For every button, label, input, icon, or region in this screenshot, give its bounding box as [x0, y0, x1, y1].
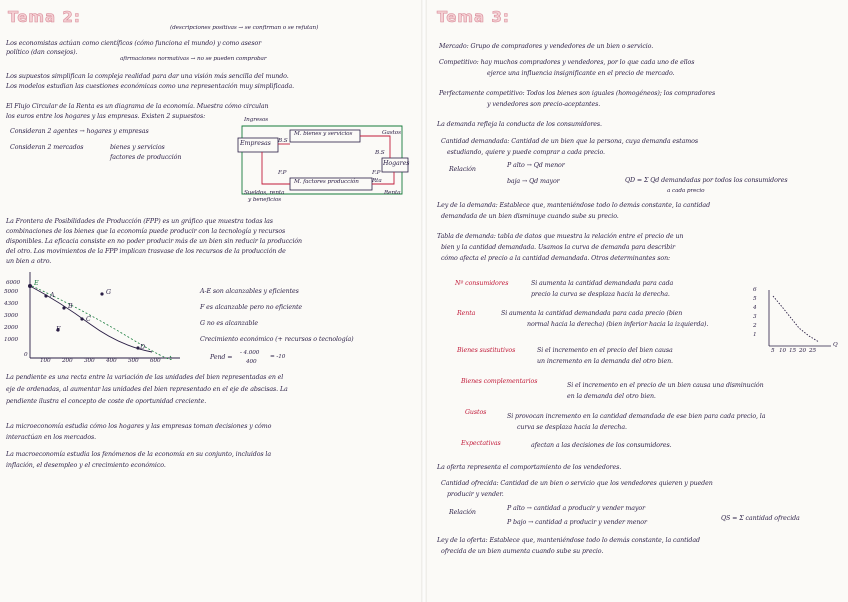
text-line: ofrecida de un bien aumenta cuando sube su precio.: [441, 548, 604, 555]
text-line: eje de ordenadas, al aumentar las unidades del bien representado en el eje de abscisas. La: [6, 386, 288, 393]
text-line: ejerce una influencia insignificante en el precio de mercado.: [487, 70, 675, 77]
text-line: Cantidad ofrecida: Cantidad de un bien o servicio que los vendedores quieren y pueden: [441, 480, 713, 487]
ppf-y-tick: 5000: [4, 289, 19, 295]
determinant-label: Expectativas: [461, 440, 501, 447]
text-line: inflación, el desempleo y el crecimiento económico.: [6, 462, 166, 469]
text-line: del otro. Los movimientos de la FPP implican trasvase de los recursos de la producción de: [6, 248, 286, 255]
text-line: demandada de un bien disminuye cuando sube su precio.: [441, 213, 619, 220]
flow-label: Gastos: [382, 130, 401, 136]
text-line: La demanda refleja la conducta de los consumidores.: [437, 121, 602, 128]
flow-label: F.P: [278, 170, 287, 176]
text-line: Si aumenta la cantidad demandada para cada: [531, 280, 674, 287]
ppf-y-tick: 4300: [4, 301, 19, 307]
text-line: interactúan en los mercados.: [6, 434, 97, 441]
text-line: factores de producción: [110, 154, 182, 161]
flow-node: M. bienes y servicios: [294, 131, 353, 137]
slope-denominator: 400: [246, 359, 257, 365]
ppf-x-tick: 600: [150, 358, 161, 364]
ppf-legend: Crecimiento económico (+ recursos o tecnología): [200, 336, 354, 343]
text-line: La macroeconomía estudia los fenómenos de la economía en su conjunto, incluidos la: [6, 451, 271, 458]
demand-y-tick: 3: [753, 314, 757, 320]
text-line: P bajo → cantidad a producir y vender menor: [507, 519, 647, 526]
slope-numerator: - 4.000: [240, 350, 260, 356]
text-line: Los economistas actúan como científicos (cómo funciona el mundo) y como asesor: [6, 40, 262, 47]
text-line: Si provocan incremento en la cantidad demandada de ese bien para cada precio, la: [507, 413, 766, 420]
ppf-chart: [20, 272, 190, 367]
ppf-point-label: E: [34, 280, 39, 287]
demand-curve-chart: [761, 290, 831, 350]
demand-x-tick: 10: [779, 348, 787, 354]
text-line: La pendiente es una recta entre la variación de las unidades del bien representadas en el: [6, 374, 284, 381]
text-line: combinaciones de los bienes que la economía puede producir con la tecnología y recursos: [6, 228, 286, 235]
flow-label: Rta: [372, 178, 382, 184]
text-line: Ley de la oferta: Establece que, manteniéndose todo lo demás constante, la cantidad: [437, 537, 700, 544]
ppf-legend: A-E son alcanzables y eficientes: [200, 288, 299, 295]
flow-label: y beneficios: [248, 197, 282, 203]
flow-label: Ingresos: [244, 117, 269, 123]
demand-axis-label: Q: [833, 342, 838, 348]
text-line: cómo afecta el precio a la cantidad demandada. Otros determinantes son:: [441, 255, 671, 262]
determinant-label: Bienes complementarios: [461, 378, 538, 385]
ppf-x-tick: 500: [128, 358, 139, 364]
flow-node: Empresas: [240, 140, 271, 147]
text-line: Si el incremento en el precio del bien causa: [537, 347, 673, 354]
text-line: Consideran 2 agentes → hogares y empresas: [10, 128, 149, 135]
demand-y-tick: 6: [753, 287, 757, 293]
ppf-point-label: G: [106, 289, 111, 296]
ppf-point-label: F: [56, 326, 61, 333]
left-page: [0, 0, 421, 602]
text-line: P alto → cantidad a producir y vender mayor: [507, 505, 645, 512]
text-line: Competitivo: hay muchos compradores y vendedores, por lo que cada uno de ellos: [439, 59, 695, 66]
text-line: Relación: [449, 509, 476, 516]
text-line: Los supuestos simplifican la compleja realidad para dar una visión más sencilla del mundo.: [6, 73, 289, 80]
demand-y-tick: 2: [753, 323, 757, 329]
text-line: QD = Σ Qd demandadas por todos los consumidores: [625, 177, 788, 184]
page-title: Tema 3:: [437, 8, 510, 26]
text-line: Los modelos estudian las cuestiones económicas como una representación muy simplificada.: [6, 83, 295, 90]
text-line: El Flujo Circular de la Renta es un diagrama de la economía. Muestra cómo circulan: [6, 103, 269, 110]
text-line: producir y vender.: [447, 491, 504, 498]
ppf-point-label: B: [68, 303, 73, 310]
text-line: Consideran 2 mercados: [10, 144, 84, 151]
flow-label: Sueldos, renta: [244, 190, 285, 196]
demand-x-tick: 20: [799, 348, 807, 354]
flow-node: M. factores producción: [294, 179, 359, 185]
text-line: Si el incremento en el precio de un bien causa una disminución: [567, 382, 764, 389]
text-line: en la demanda del otro bien.: [567, 393, 656, 400]
text-line: bien y la cantidad demandada. Usamos la curva de demanda para describir: [441, 244, 676, 251]
ppf-y-tick: 1000: [4, 337, 19, 343]
ppf-y-tick: 2000: [4, 325, 19, 331]
text-line: Si aumenta la cantidad demandada para cada precio (bien: [501, 310, 683, 317]
ppf-x-tick: 100: [40, 358, 51, 364]
text-line: Cantidad demandada: Cantidad de un bien que la persona, cuya demanda estamos: [441, 138, 698, 145]
determinant-label: Bienes sustitutivos: [457, 347, 516, 354]
ppf-y-tick: 3000: [4, 313, 19, 319]
slope-label: Pend =: [210, 354, 233, 361]
flow-node: Hogares: [383, 160, 410, 167]
text-line: un bien a otro.: [6, 258, 52, 265]
flow-label: B.S: [278, 138, 288, 144]
text-line: bienes y servicios: [110, 144, 165, 151]
text-line: pendiente ilustra el concepto de coste de oportunidad creciente.: [6, 398, 207, 405]
ppf-legend: G no es alcanzable: [200, 320, 258, 327]
text-line: estudiando, quiere y puede comprar a cada precio.: [447, 149, 605, 156]
demand-y-tick: 1: [753, 332, 757, 338]
text-line: La oferta representa el comportamiento de los vendedores.: [437, 464, 622, 471]
ppf-legend: F es alcanzable pero no eficiente: [200, 304, 303, 311]
ppf-x-tick: 400: [106, 358, 117, 364]
text-line: Ley de la demanda: Establece que, manteniéndose todo lo demás constante, la cantidad: [437, 202, 711, 209]
title-note: (descripciones positivas → se confirman o se refutan): [170, 25, 319, 31]
ppf-x-tick: 200: [62, 358, 73, 364]
text-line: Perfectamente competitivo: Todos los bienes son iguales (homogéneos); los compradores: [439, 90, 716, 97]
ppf-point-label: A: [50, 292, 55, 299]
text-line: precio la curva se desplaza hacia la derecha.: [531, 291, 670, 298]
flow-label: Renta: [384, 190, 401, 196]
text-line: Relación: [449, 166, 476, 173]
ppf-y-tick: 6000: [6, 280, 21, 286]
determinant-label: Renta: [457, 310, 476, 317]
determinant-label: Nº consumidores: [455, 280, 509, 287]
text-line: La Frontera de Posibilidades de Producción (FPP) es un gráfico que muestra todas las: [6, 218, 273, 225]
text-line: QS = Σ cantidad ofrecida: [721, 515, 800, 522]
page-title: Tema 2:: [8, 8, 81, 26]
text-line: normal hacia la derecha) (bien inferior hacia la izquierda).: [527, 321, 709, 328]
flow-label: F.P: [372, 170, 381, 176]
demand-y-tick: 5: [753, 296, 757, 302]
text-line: a cada precio: [667, 188, 705, 194]
demand-x-tick: 15: [789, 348, 797, 354]
text-line: un incremento en la demanda del otro bien.: [537, 358, 673, 365]
ppf-origin: 0: [24, 352, 28, 358]
text-line: P alto → Qd menor: [507, 162, 565, 169]
text-line: Tabla de demanda: tabla de datos que muestra la relación entre el precio de un: [437, 233, 684, 240]
text-line: baja → Qd mayor: [507, 178, 560, 185]
text-line: disponibles. La eficacia consiste en no poder producir más de un bien sin reducir la producción: [6, 238, 302, 245]
ppf-x-tick: 300: [84, 358, 95, 364]
flow-label: B.S: [375, 150, 385, 156]
text-line: curva se desplaza hacia la derecha.: [517, 424, 627, 431]
demand-y-tick: 4: [753, 305, 757, 311]
text-line: Mercado: Grupo de compradores y vendedores de un bien o servicio.: [439, 43, 654, 50]
text-line: los euros entre los hogares y las empresas. Existen 2 supuestos:: [6, 113, 206, 120]
text-line: y vendedores son precio-aceptantes.: [487, 101, 601, 108]
slope-result: = -10: [270, 354, 286, 360]
text-line: afectan a las decisiones de los consumidores.: [531, 442, 672, 449]
demand-x-tick: 5: [771, 348, 775, 354]
determinant-label: Gustos: [465, 409, 487, 416]
ppf-point-label: C: [86, 316, 91, 323]
text-line: afirmaciones normativas → no se pueden comprobar: [120, 56, 267, 62]
text-line: La microeconomía estudia cómo los hogares y las empresas toman decisiones y cómo: [6, 423, 272, 430]
ppf-point-label: D: [140, 344, 145, 351]
demand-x-tick: 25: [809, 348, 817, 354]
text-line: político (dan consejos).: [6, 49, 78, 56]
right-page: [427, 0, 848, 602]
